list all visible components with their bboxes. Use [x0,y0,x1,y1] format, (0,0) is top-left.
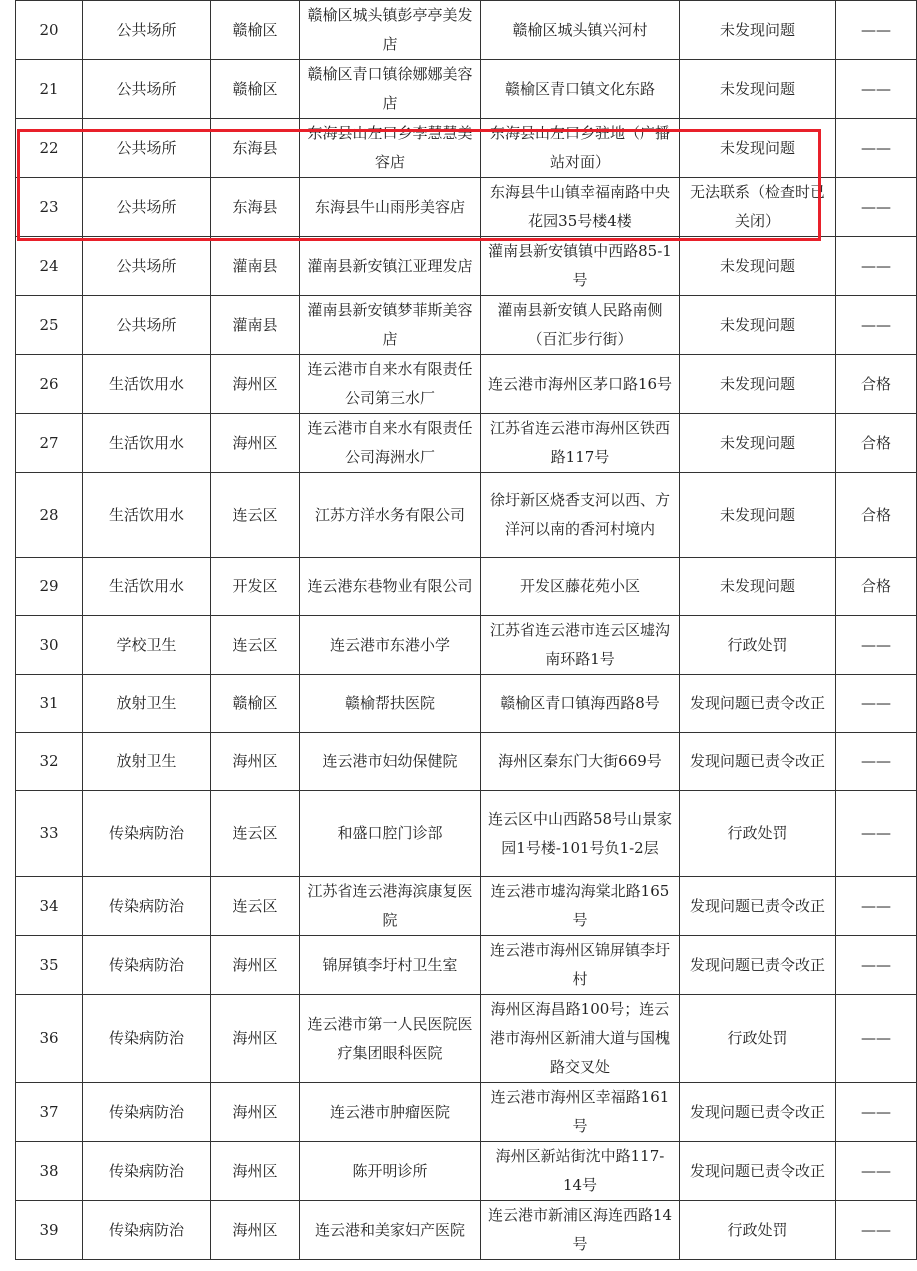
row-number-cell: 29 [16,558,83,616]
address-cell: 东海县牛山镇幸福南路中央花园35号楼4楼 [481,178,680,237]
unit-name-cell: 连云港东巷物业有限公司 [300,558,481,616]
unit-name-cell: 连云港市肿瘤医院 [300,1083,481,1142]
address-cell: 连云港市海州区幸福路161号 [481,1083,680,1142]
inspection-result-cell: 行政处罚 [680,616,836,675]
district-cell: 赣榆区 [211,60,300,119]
conclusion-cell: —— [836,178,917,237]
address-cell: 连云区中山西路58号山景家园1号楼-101号负1-2层 [481,791,680,877]
address-cell: 赣榆区青口镇海西路8号 [481,675,680,733]
category-cell: 公共场所 [83,237,211,296]
address-cell: 连云港市新浦区海连西路14号 [481,1201,680,1260]
row-number-cell: 39 [16,1201,83,1260]
table-row [16,877,917,936]
table-row [16,1201,917,1260]
unit-name-cell: 连云港市自来水有限责任公司第三水厂 [300,355,481,414]
conclusion-cell: —— [836,675,917,733]
row-number-cell: 37 [16,1083,83,1142]
category-cell: 传染病防治 [83,1083,211,1142]
conclusion-cell: —— [836,733,917,791]
inspection-result-cell: 未发现问题 [680,558,836,616]
category-cell: 生活饮用水 [83,558,211,616]
row-number-cell: 38 [16,1142,83,1201]
inspection-result-cell: 发现问题已责令改正 [680,877,836,936]
row-number-cell: 28 [16,473,83,558]
district-cell: 灌南县 [211,296,300,355]
conclusion-cell: —— [836,877,917,936]
table-row [16,296,917,355]
conclusion-cell: —— [836,237,917,296]
table-row [16,60,917,119]
district-cell: 海州区 [211,733,300,791]
district-cell: 东海县 [211,178,300,237]
unit-name-cell: 灌南县新安镇江亚理发店 [300,237,481,296]
district-cell: 东海县 [211,119,300,178]
district-cell: 海州区 [211,1083,300,1142]
category-cell: 传染病防治 [83,995,211,1083]
unit-name-cell: 灌南县新安镇梦菲斯美容店 [300,296,481,355]
table-row [16,473,917,558]
unit-name-cell: 陈开明诊所 [300,1142,481,1201]
address-cell: 江苏省连云港市连云区墟沟南环路1号 [481,616,680,675]
row-number-cell: 32 [16,733,83,791]
address-cell: 赣榆区城头镇兴河村 [481,1,680,60]
address-cell: 赣榆区青口镇文化东路 [481,60,680,119]
conclusion-cell: —— [836,60,917,119]
row-number-cell: 30 [16,616,83,675]
category-cell: 放射卫生 [83,675,211,733]
unit-name-cell: 连云港市东港小学 [300,616,481,675]
table-row [16,414,917,473]
table-row [16,675,917,733]
address-cell: 连云港市墟沟海棠北路165号 [481,877,680,936]
category-cell: 公共场所 [83,1,211,60]
unit-name-cell: 赣榆帮扶医院 [300,675,481,733]
inspection-result-cell: 行政处罚 [680,995,836,1083]
table-row [16,558,917,616]
district-cell: 赣榆区 [211,1,300,60]
table-row [16,355,917,414]
conclusion-cell: —— [836,119,917,178]
row-number-cell: 24 [16,237,83,296]
district-cell: 赣榆区 [211,675,300,733]
inspection-result-cell: 发现问题已责令改正 [680,675,836,733]
conclusion-cell: 合格 [836,473,917,558]
conclusion-cell: —— [836,936,917,995]
inspection-result-cell: 行政处罚 [680,1201,836,1260]
district-cell: 连云区 [211,473,300,558]
inspection-result-cell: 发现问题已责令改正 [680,1142,836,1201]
row-number-cell: 26 [16,355,83,414]
address-cell: 连云港市海州区锦屏镇李圩村 [481,936,680,995]
table-row [16,119,917,178]
row-number-cell: 36 [16,995,83,1083]
conclusion-cell: —— [836,791,917,877]
address-cell: 徐圩新区烧香支河以西、方洋河以南的香河村境内 [481,473,680,558]
district-cell: 开发区 [211,558,300,616]
row-number-cell: 22 [16,119,83,178]
category-cell: 传染病防治 [83,1201,211,1260]
unit-name-cell: 锦屏镇李圩村卫生室 [300,936,481,995]
inspection-result-cell: 发现问题已责令改正 [680,936,836,995]
district-cell: 灌南县 [211,237,300,296]
unit-name-cell: 连云港和美家妇产医院 [300,1201,481,1260]
address-cell: 东海县山左口乡驻地（广播站对面） [481,119,680,178]
address-cell: 连云港市海州区茅口路16号 [481,355,680,414]
inspection-result-cell: 未发现问题 [680,237,836,296]
address-cell: 开发区藤花苑小区 [481,558,680,616]
unit-name-cell: 连云港市自来水有限责任公司海洲水厂 [300,414,481,473]
inspection-result-cell: 未发现问题 [680,60,836,119]
table-row [16,1,917,60]
district-cell: 海州区 [211,936,300,995]
conclusion-cell: —— [836,1,917,60]
table-row [16,616,917,675]
conclusion-cell: —— [836,1201,917,1260]
address-cell: 灌南县新安镇人民路南侧（百汇步行街） [481,296,680,355]
table-body [16,1,917,1260]
address-cell: 灌南县新安镇镇中西路85-1号 [481,237,680,296]
row-number-cell: 35 [16,936,83,995]
category-cell: 传染病防治 [83,791,211,877]
unit-name-cell: 赣榆区城头镇彭亭亭美发店 [300,1,481,60]
inspection-result-cell: 无法联系（检查时已关闭） [680,178,836,237]
row-number-cell: 20 [16,1,83,60]
category-cell: 公共场所 [83,119,211,178]
inspection-result-cell: 未发现问题 [680,414,836,473]
category-cell: 放射卫生 [83,733,211,791]
conclusion-cell: 合格 [836,355,917,414]
row-number-cell: 33 [16,791,83,877]
table-row [16,237,917,296]
category-cell: 传染病防治 [83,1142,211,1201]
category-cell: 公共场所 [83,178,211,237]
category-cell: 学校卫生 [83,616,211,675]
inspection-result-cell: 未发现问题 [680,355,836,414]
conclusion-cell: —— [836,1142,917,1201]
unit-name-cell: 和盛口腔门诊部 [300,791,481,877]
inspection-result-cell: 未发现问题 [680,473,836,558]
category-cell: 生活饮用水 [83,414,211,473]
inspection-result-cell: 发现问题已责令改正 [680,1083,836,1142]
row-number-cell: 27 [16,414,83,473]
unit-name-cell: 东海县山左口乡李慧慧美容店 [300,119,481,178]
conclusion-cell: —— [836,995,917,1083]
unit-name-cell: 连云港市妇幼保健院 [300,733,481,791]
district-cell: 海州区 [211,1201,300,1260]
row-number-cell: 34 [16,877,83,936]
inspection-result-cell: 未发现问题 [680,296,836,355]
conclusion-cell: 合格 [836,414,917,473]
conclusion-cell: 合格 [836,558,917,616]
conclusion-cell: —— [836,616,917,675]
row-number-cell: 21 [16,60,83,119]
unit-name-cell: 赣榆区青口镇徐娜娜美容店 [300,60,481,119]
inspection-result-cell: 未发现问题 [680,119,836,178]
table-row [16,791,917,877]
address-cell: 海州区新站街沈中路117-14号 [481,1142,680,1201]
category-cell: 生活饮用水 [83,473,211,558]
district-cell: 海州区 [211,995,300,1083]
row-number-cell: 25 [16,296,83,355]
inspection-result-cell: 发现问题已责令改正 [680,733,836,791]
category-cell: 传染病防治 [83,877,211,936]
district-cell: 海州区 [211,414,300,473]
category-cell: 生活饮用水 [83,355,211,414]
table-row [16,733,917,791]
unit-name-cell: 江苏省连云港海滨康复医院 [300,877,481,936]
conclusion-cell: —— [836,296,917,355]
table-row [16,178,917,237]
district-cell: 连云区 [211,877,300,936]
inspection-results-table [15,0,917,1260]
inspection-result-cell: 未发现问题 [680,1,836,60]
table-row [16,995,917,1083]
category-cell: 公共场所 [83,60,211,119]
district-cell: 连云区 [211,791,300,877]
conclusion-cell: —— [836,1083,917,1142]
table-row [16,1083,917,1142]
inspection-result-cell: 行政处罚 [680,791,836,877]
category-cell: 传染病防治 [83,936,211,995]
row-number-cell: 31 [16,675,83,733]
address-cell: 海州区秦东门大街669号 [481,733,680,791]
table-row [16,936,917,995]
district-cell: 海州区 [211,355,300,414]
district-cell: 连云区 [211,616,300,675]
unit-name-cell: 江苏方洋水务有限公司 [300,473,481,558]
unit-name-cell: 连云港市第一人民医院医疗集团眼科医院 [300,995,481,1083]
row-number-cell: 23 [16,178,83,237]
inspection-results-table-container [15,0,891,1260]
table-row [16,1142,917,1201]
address-cell: 江苏省连云港市海州区铁西路117号 [481,414,680,473]
address-cell: 海州区海昌路100号；连云港市海州区新浦大道与国槐路交叉处 [481,995,680,1083]
category-cell: 公共场所 [83,296,211,355]
unit-name-cell: 东海县牛山雨彤美容店 [300,178,481,237]
district-cell: 海州区 [211,1142,300,1201]
